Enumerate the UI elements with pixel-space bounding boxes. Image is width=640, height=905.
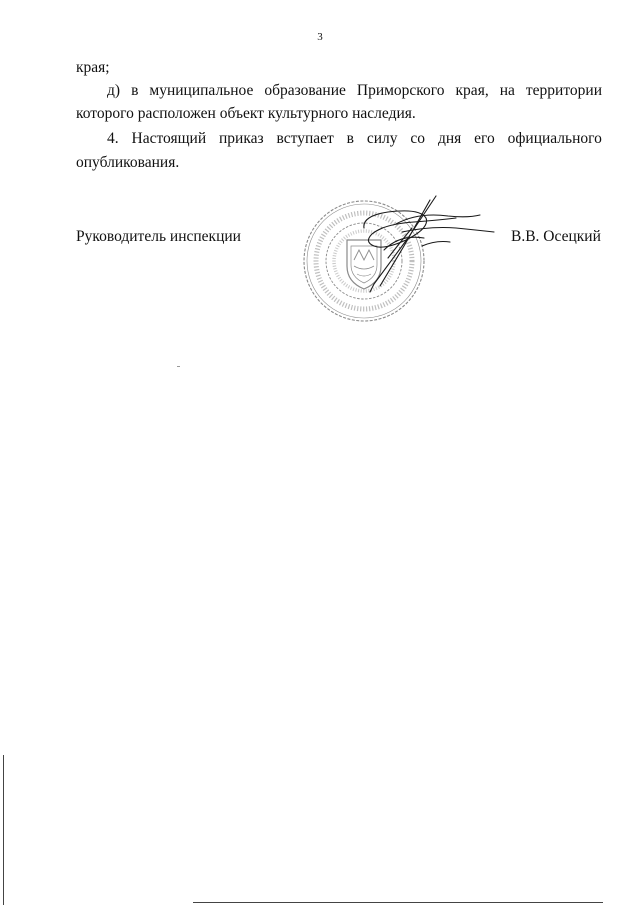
- word: Настоящий: [131, 130, 207, 147]
- paragraph-line-justified: [107, 81, 602, 101]
- paragraph-line: которого расположен объект культурного наследия.: [76, 105, 416, 122]
- word: Приморского: [356, 82, 445, 99]
- word: края,: [455, 82, 489, 99]
- word: дня: [437, 130, 462, 147]
- signer-role: Руководитель инспекции: [76, 228, 241, 245]
- word: приказ: [219, 130, 264, 147]
- word: в: [346, 130, 354, 147]
- word: вступает: [276, 130, 334, 147]
- page-number: 3: [317, 31, 323, 43]
- word: территории: [525, 82, 602, 99]
- word: муниципальное: [149, 82, 254, 99]
- scan-edge-left: [3, 755, 4, 905]
- word: официального: [507, 130, 602, 147]
- paragraph-line: края;: [76, 59, 110, 76]
- word: силу: [366, 130, 398, 147]
- handwritten-signature-icon: [344, 188, 504, 300]
- scan-speck: [177, 366, 180, 367]
- signer-name: В.В. Осецкий: [511, 228, 601, 245]
- scan-edge-bottom: [193, 902, 603, 903]
- word: 4.: [107, 130, 119, 147]
- word: в: [131, 82, 139, 99]
- word: д): [107, 82, 121, 99]
- word: образование: [264, 82, 346, 99]
- paragraph-line-justified: [107, 129, 602, 149]
- paragraph-line: опубликования.: [76, 154, 180, 171]
- word: его: [474, 130, 495, 147]
- word: на: [499, 82, 515, 99]
- word: со: [410, 130, 426, 147]
